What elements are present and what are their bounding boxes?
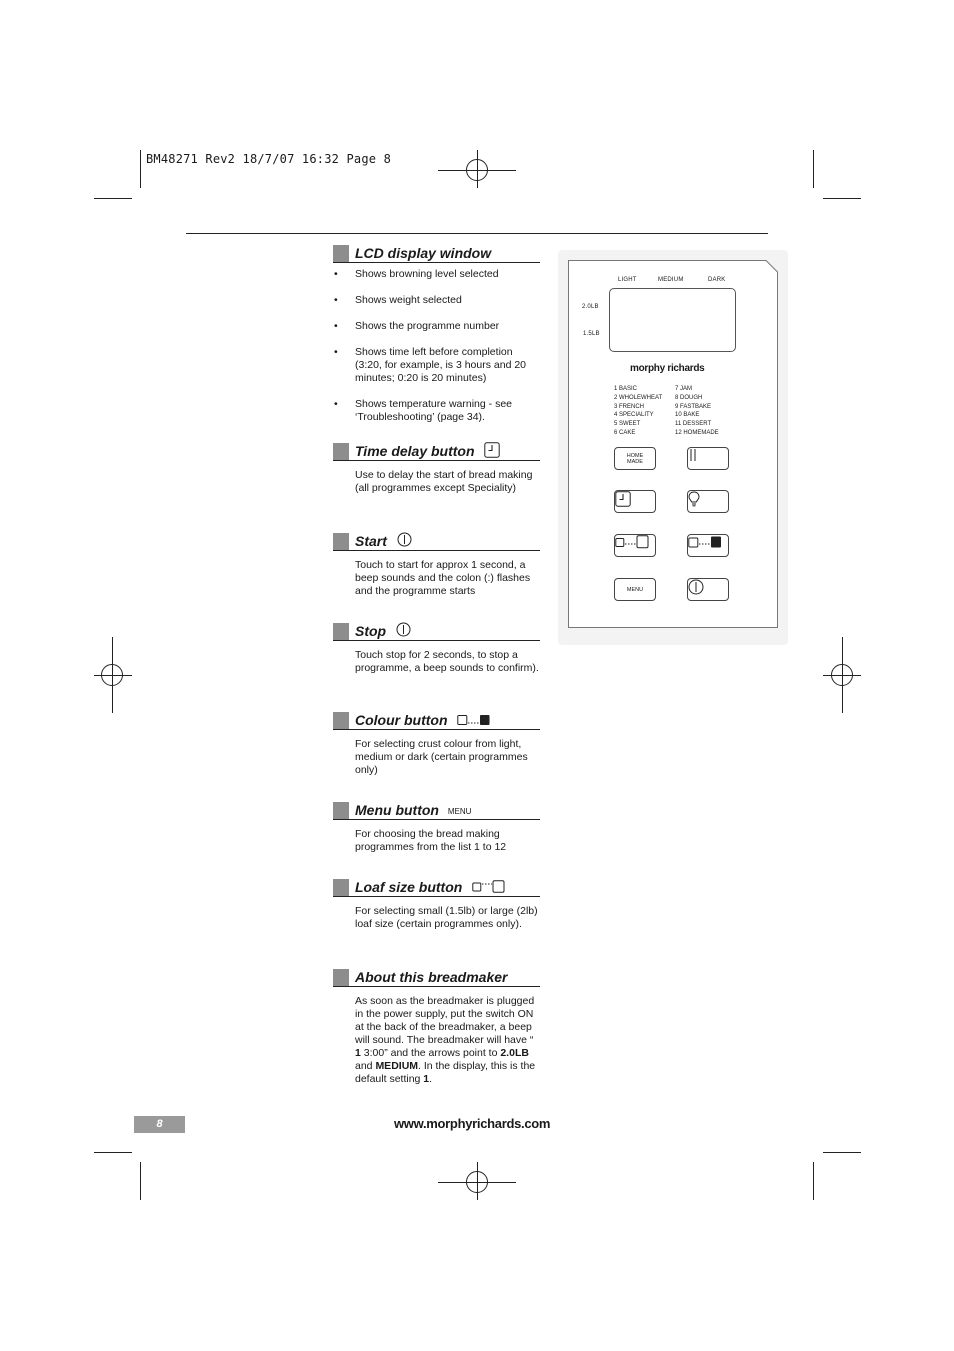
bullet-list	[333, 268, 540, 424]
section-heading	[333, 879, 540, 897]
power-icon	[396, 622, 411, 637]
section-text: For choosing the bread making programmes from the list 1 to 12	[355, 828, 507, 853]
registration-line	[477, 1162, 478, 1200]
programme-list-right	[675, 385, 719, 438]
control-panel-diagram	[568, 260, 778, 628]
power-icon	[397, 532, 412, 547]
list-item: • Shows time left before completion (3:20, for example, is 3 hours and 20 minutes; 0:20 is 20 minutes)	[333, 346, 540, 385]
section-heading	[333, 533, 540, 551]
heading-marker	[333, 879, 349, 896]
loaf-size-icon	[615, 535, 649, 549]
crop-mark	[813, 1162, 814, 1200]
light-button[interactable]	[687, 490, 729, 513]
section-heading	[333, 245, 540, 263]
browning-medium-label: MEDIUM	[658, 277, 684, 283]
section-title: Menu button	[355, 802, 439, 818]
programme-item: 9 FASTBAKE	[675, 403, 712, 410]
section-stop	[333, 623, 540, 675]
programme-item: 5 SWEET	[614, 421, 641, 428]
crust-colour-icon	[457, 714, 490, 726]
brand-logo: morphy richards	[630, 363, 705, 374]
section-heading	[333, 969, 540, 987]
programme-item: 4 SPECIALITY	[614, 412, 654, 419]
heading-marker	[333, 245, 349, 262]
registration-line	[112, 637, 113, 713]
programme-item: 2 WHOLEWHEAT	[614, 394, 663, 401]
loaf-size-icon	[472, 880, 505, 893]
section-start	[333, 533, 540, 598]
programme-item: 10 BAKE	[675, 412, 700, 419]
programme-item: 7 JAM	[675, 386, 693, 392]
weight-2lb-label: 2.0LB	[582, 304, 599, 310]
crop-mark	[813, 150, 814, 188]
time-delay-button[interactable]	[614, 490, 656, 513]
heading-marker	[333, 533, 349, 550]
section-menu	[333, 802, 540, 854]
lcd-screen	[609, 288, 736, 352]
section-time-delay	[333, 443, 540, 495]
browning-light-label: LIGHT	[618, 277, 637, 283]
section-text: Touch to start for approx 1 second, a beep sounds and the colon (:) flashes and the programme starts	[355, 559, 531, 597]
crop-mark	[94, 198, 132, 199]
section-about	[333, 969, 540, 1086]
menu-icon-label: MENU	[447, 806, 472, 816]
section-title: Stop	[355, 623, 387, 639]
pause-icon	[688, 448, 698, 462]
crust-colour-icon	[688, 535, 722, 549]
heading-marker	[333, 969, 349, 986]
clock-icon	[484, 442, 500, 458]
list-item: • Shows the programme number	[333, 320, 540, 333]
section-heading	[333, 712, 540, 730]
programme-item: 11 DESSERT	[675, 421, 712, 428]
home-made-button[interactable]	[614, 447, 656, 470]
list-item: • Shows temperature warning - see ‘Troubleshooting’ (page 34).	[333, 398, 540, 424]
programme-list-left	[614, 385, 662, 438]
menu-button[interactable]	[614, 578, 656, 601]
crop-mark	[94, 1152, 132, 1153]
registration-line	[842, 637, 843, 713]
list-item: • Shows browning level selected	[333, 268, 540, 281]
heading-marker	[333, 712, 349, 729]
crop-mark	[140, 1162, 141, 1200]
section-title: Colour button	[355, 712, 448, 728]
section-title: Loaf size button	[355, 879, 463, 895]
menu-label: MENU	[626, 586, 644, 593]
heading-marker	[333, 802, 349, 819]
section-text: Touch stop for 2 seconds, to stop a programme, a beep sounds to confirm).	[355, 649, 539, 674]
power-icon	[688, 579, 704, 595]
programme-item: 12 HOMEMADE	[675, 429, 719, 436]
section-text: For selecting crust colour from light, medium or dark (certain programmes only)	[355, 738, 528, 776]
bulb-icon	[688, 491, 700, 507]
section-heading	[333, 443, 540, 461]
registration-line	[477, 150, 478, 188]
print-header: BM48271 Rev2 18/7/07 16:32 Page 8	[146, 152, 392, 166]
section-text: Use to delay the start of bread making (all programmes except Speciality)	[355, 469, 533, 494]
home-made-label: HOME MADE	[626, 452, 644, 465]
section-title: About this breadmaker	[355, 969, 508, 985]
crop-mark	[823, 198, 861, 199]
programme-item: 1 BASIC	[614, 386, 638, 392]
crop-mark	[140, 150, 141, 188]
heading-marker	[333, 623, 349, 640]
browning-dark-label: DARK	[708, 277, 726, 283]
page-number: 8	[134, 1116, 185, 1133]
section-title: LCD display window	[355, 245, 492, 261]
website-url[interactable]: www.morphyrichards.com	[394, 1116, 551, 1131]
programme-item: 8 DOUGH	[675, 394, 703, 401]
section-colour	[333, 712, 540, 777]
section-title: Time delay button	[355, 443, 475, 459]
list-item: • Shows weight selected	[333, 294, 540, 307]
weight-1-5lb-label: 1.5LB	[583, 331, 600, 337]
programme-item: 6 CAKE	[614, 429, 636, 436]
section-heading	[333, 802, 540, 820]
heading-marker	[333, 443, 349, 460]
loaf-size-button[interactable]	[614, 534, 656, 557]
start-stop-button[interactable]	[687, 578, 729, 601]
clock-icon	[615, 491, 631, 507]
section-text: As soon as the breadmaker is plugged in the power supply, put the switch ON at the back of the breadmaker, a beep will sound. The breadmaker will have “ 1 3:00” and the arrows point to 2.0LB and MEDIUM. In the display, this is the default setting 1.	[355, 995, 536, 1085]
section-loaf-size	[333, 879, 540, 931]
section-lcd-display	[333, 245, 540, 437]
section-text: For selecting small (1.5lb) or large (2lb) loaf size (certain programmes only).	[355, 905, 538, 930]
crop-mark	[823, 1152, 861, 1153]
programme-item: 3 FRENCH	[614, 403, 645, 410]
section-heading	[333, 623, 540, 641]
registration-line	[94, 675, 132, 676]
colour-button[interactable]	[687, 534, 729, 557]
top-rule	[186, 233, 768, 234]
pause-button[interactable]	[687, 447, 729, 470]
section-title: Start	[355, 533, 387, 549]
